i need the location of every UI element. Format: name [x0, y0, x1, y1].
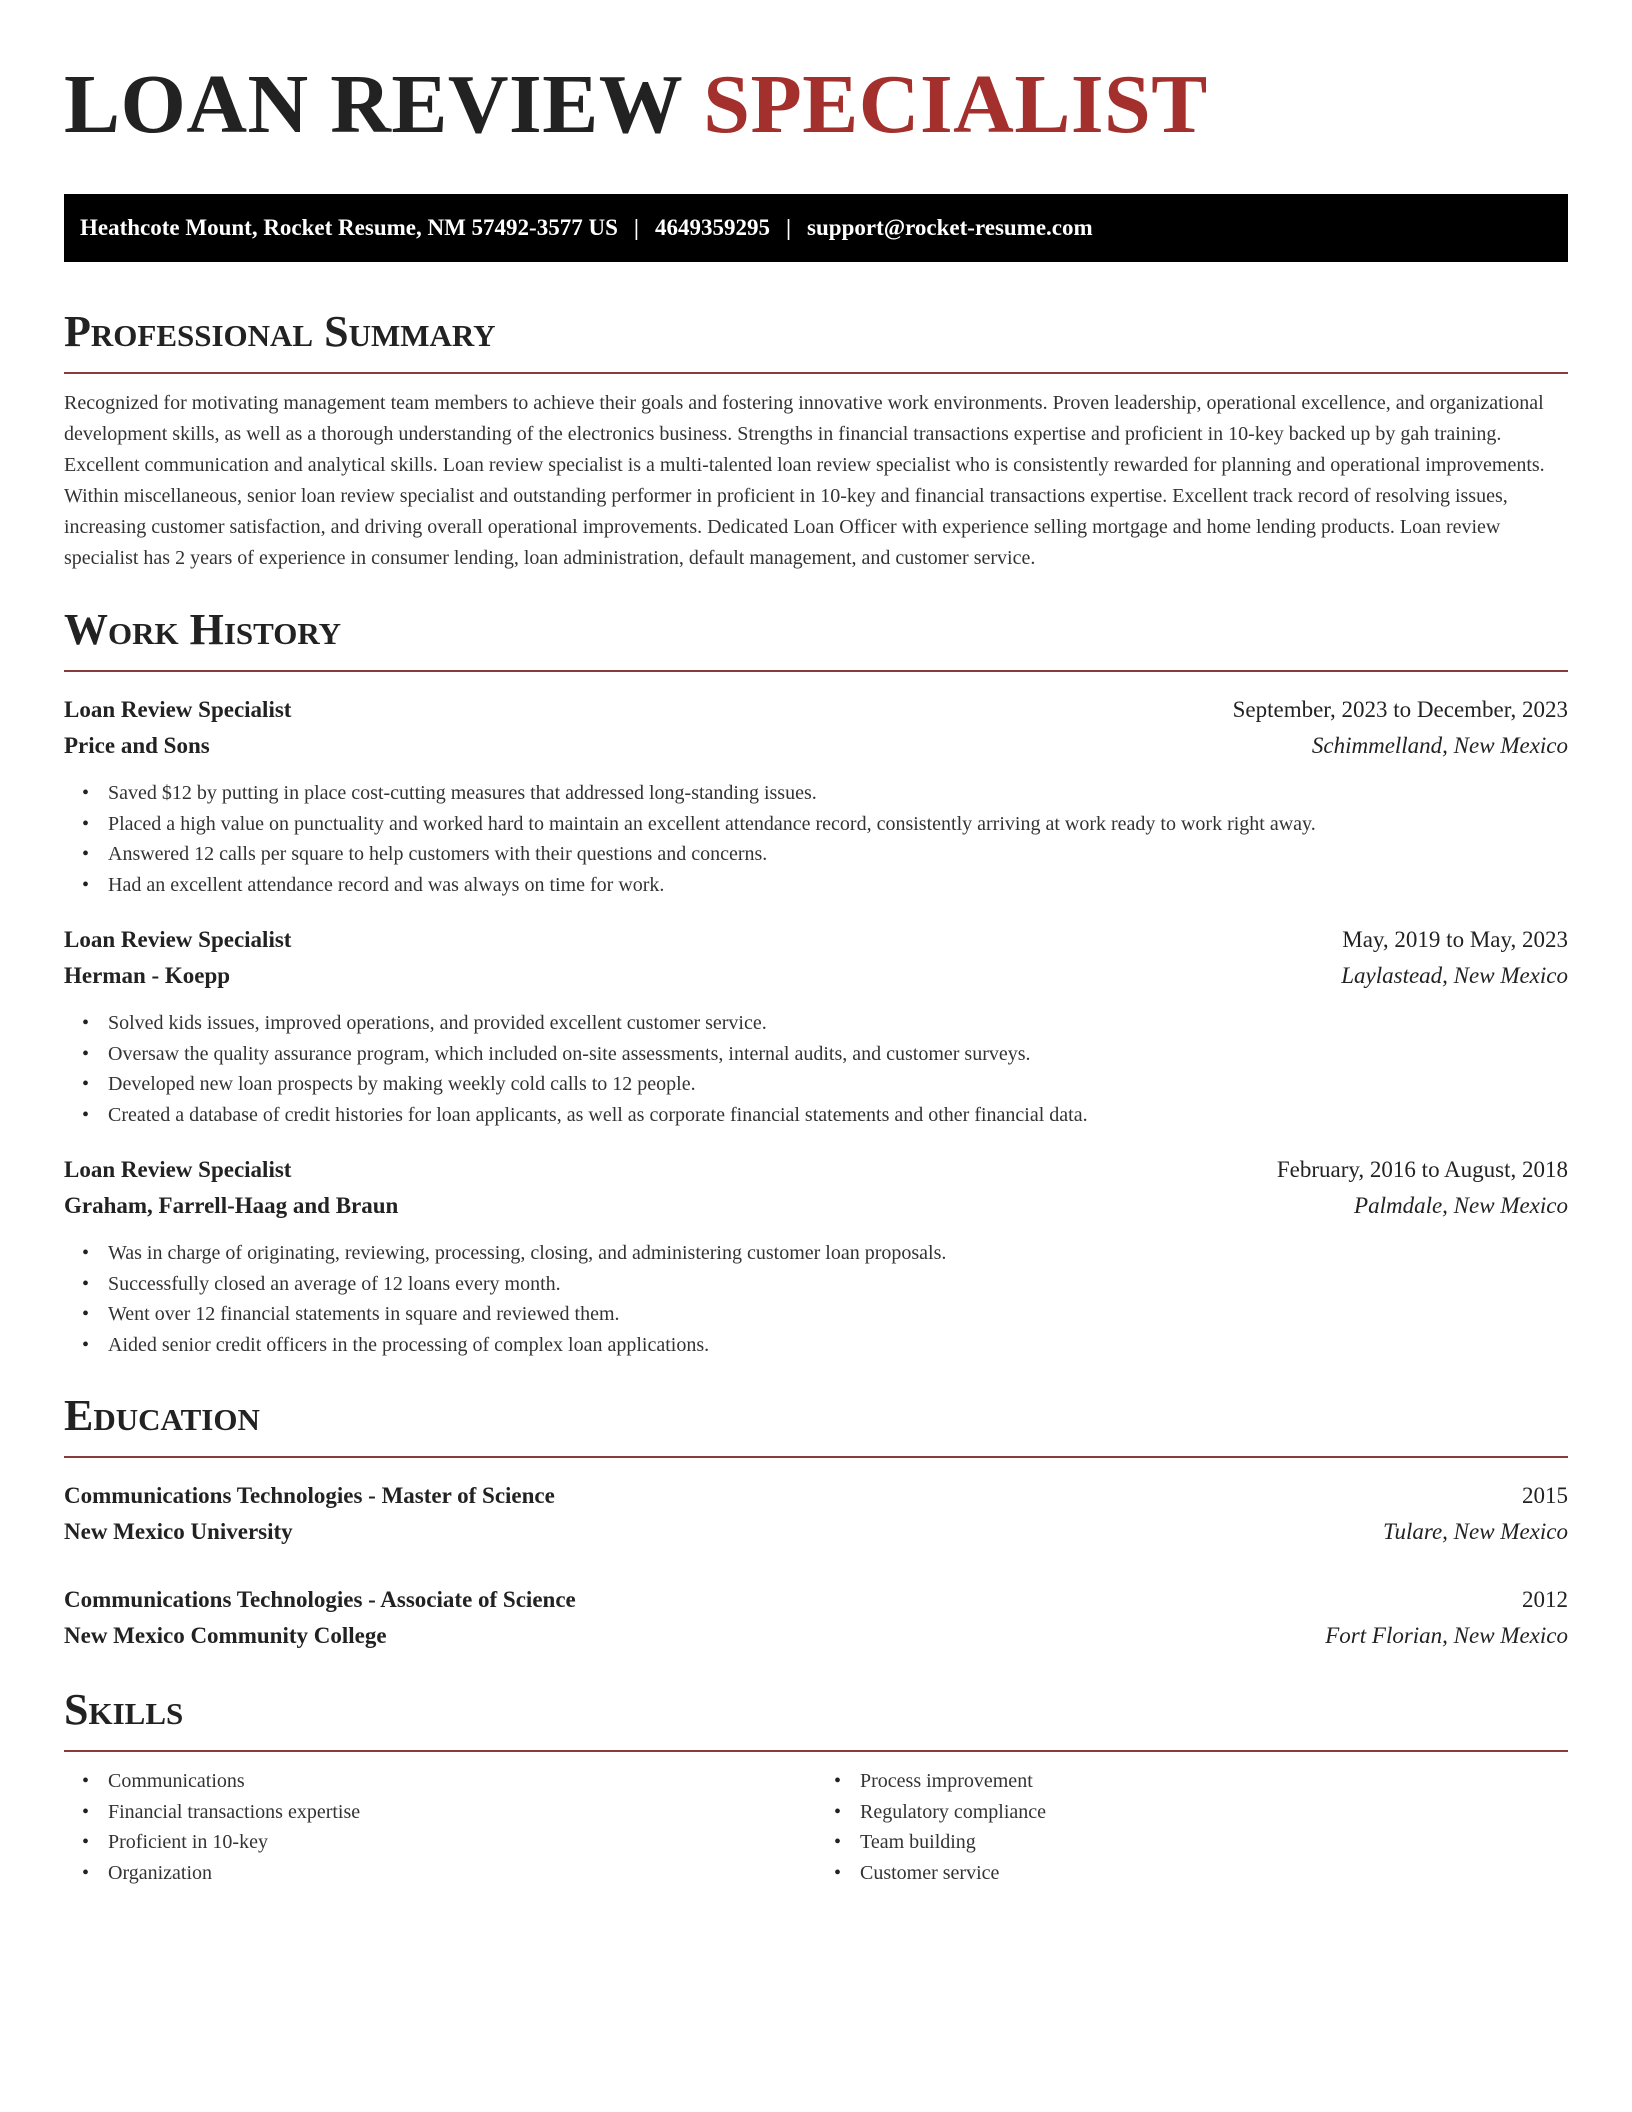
title-main: LOAN REVIEW [64, 58, 682, 151]
job-header-row [64, 1152, 1568, 1188]
job-bullet: • Placed a high value on punctuality and worked hard to maintain an excellent attendance record, consistently arriving at work ready to work right away. [108, 809, 1568, 840]
job-bullet: • Developed new loan prospects by making weekly cold calls to 12 people. [108, 1069, 1568, 1100]
skill-item: • Regulatory compliance [860, 1797, 1568, 1828]
job-bullet: • Had an excellent attendance record and was always on time for work. [108, 870, 1568, 901]
job-company-row [64, 1188, 1568, 1224]
job-company: Graham, Farrell-Haag and Braun [64, 1193, 399, 1218]
job-entry [64, 922, 1568, 1130]
job-company: Herman - Koepp [64, 963, 231, 988]
education-degree: Communications Technologies - Master of Science [64, 1483, 555, 1508]
job-bullets [64, 1008, 1568, 1130]
skill-item: • Proficient in 10-key [108, 1827, 816, 1858]
skills-list-right [816, 1766, 1568, 1888]
skill-item: • Communications [108, 1766, 816, 1797]
skills-list-left [64, 1766, 816, 1888]
job-title: Loan Review Specialist [64, 927, 292, 952]
education-location: Fort Florian, New Mexico [1325, 1623, 1568, 1648]
education-entry [64, 1478, 1568, 1550]
job-bullet: • Successfully closed an average of 12 loans every month. [108, 1269, 1568, 1300]
education-school: New Mexico Community College [64, 1623, 387, 1648]
education-year: 2015 [1522, 1483, 1568, 1508]
job-entry [64, 1152, 1568, 1360]
job-bullet: • Was in charge of originating, reviewing, processing, closing, and administering customer loan proposals. [108, 1238, 1568, 1269]
job-bullet: • Oversaw the quality assurance program, which included on-site assessments, internal audits, and customer surveys. [108, 1039, 1568, 1070]
skill-item: • Financial transactions expertise [108, 1797, 816, 1828]
job-header-row [64, 692, 1568, 728]
job-location: Schimmelland, New Mexico [1311, 733, 1568, 758]
contact-phone: 4649359295 [654, 215, 770, 240]
job-location: Laylastead, New Mexico [1341, 963, 1568, 988]
education-year: 2012 [1522, 1587, 1568, 1612]
education-degree-row [64, 1582, 1568, 1618]
title-accent: SPECIALIST [703, 58, 1208, 151]
job-company-row [64, 958, 1568, 994]
skills-heading: Skills [64, 1684, 1568, 1752]
job-bullet: • Aided senior credit officers in the processing of complex loan applications. [108, 1330, 1568, 1361]
education-degree-row [64, 1478, 1568, 1514]
job-header-row [64, 922, 1568, 958]
job-bullet: • Went over 12 financial statements in square and reviewed them. [108, 1299, 1568, 1330]
education-school-row [64, 1514, 1568, 1550]
work-history-heading: Work History [64, 604, 1568, 672]
education-entry [64, 1582, 1568, 1654]
contact-separator: | [633, 215, 639, 240]
job-company: Price and Sons [64, 733, 210, 758]
job-bullets [64, 1238, 1568, 1360]
job-bullet: • Created a database of credit histories for loan applicants, as well as corporate financial statements and other financial data. [108, 1100, 1568, 1131]
skill-item: • Process improvement [860, 1766, 1568, 1797]
job-bullet: • Saved $12 by putting in place cost-cutting measures that addressed long-standing issues. [108, 778, 1568, 809]
job-dates: September, 2023 to December, 2023 [1232, 697, 1568, 722]
job-title: Loan Review Specialist [64, 1157, 292, 1182]
contact-separator: | [785, 215, 792, 240]
skills-columns [64, 1766, 1568, 1888]
job-title: Loan Review Specialist [64, 697, 292, 722]
education-degree: Communications Technologies - Associate of Science [64, 1587, 576, 1612]
contact-address: Heathcote Mount, Rocket Resume, NM 57492-3577 US [80, 215, 618, 240]
job-dates: May, 2019 to May, 2023 [1342, 927, 1568, 952]
summary-heading: Professional Summary [64, 306, 1568, 374]
skill-item: • Organization [108, 1858, 816, 1889]
education-school: New Mexico University [64, 1519, 293, 1544]
job-location: Palmdale, New Mexico [1354, 1193, 1568, 1218]
education-school-row [64, 1618, 1568, 1654]
job-entry [64, 692, 1568, 900]
job-bullets [64, 778, 1568, 900]
job-dates: February, 2016 to August, 2018 [1276, 1157, 1568, 1182]
summary-text: Recognized for motivating management team members to achieve their goals and fostering innovative work environments. Proven leadership, operational excellence, and organizational development skills, as well as a thorough understanding of the electronics business. Strengths in financial transactions expertise and proficient in 10-key backed up by gah training. Excellent communication and analytical skills. Loan review specialist is a multi-talented loan review specialist who is consistently rewarded for planning and operational improvements. Within miscellaneous, senior loan review specialist and outstanding performer in proficient in 10-key and financial transactions expertise. Excellent track record of resolving issues, increasing customer satisfaction, and driving overall operational improvements. Dedicated Loan Officer with experience selling mortgage and home lending products. Loan review specialist has 2 years of experience in consumer lending, loan administration, default management, and customer service. [64, 392, 1545, 569]
job-bullet: • Solved kids issues, improved operations, and provided excellent customer service. [108, 1008, 1568, 1039]
skill-item: • Team building [860, 1827, 1568, 1858]
education-heading: Education [64, 1390, 1568, 1458]
contact-email[interactable]: support@rocket-resume.com [807, 215, 1093, 240]
skill-item: • Customer service [860, 1858, 1568, 1889]
contact-bar [64, 194, 1568, 262]
job-bullet: • Answered 12 calls per square to help customers with their questions and concerns. [108, 839, 1568, 870]
job-company-row [64, 728, 1568, 764]
resume-title [64, 60, 1568, 150]
education-location: Tulare, New Mexico [1382, 1519, 1568, 1544]
